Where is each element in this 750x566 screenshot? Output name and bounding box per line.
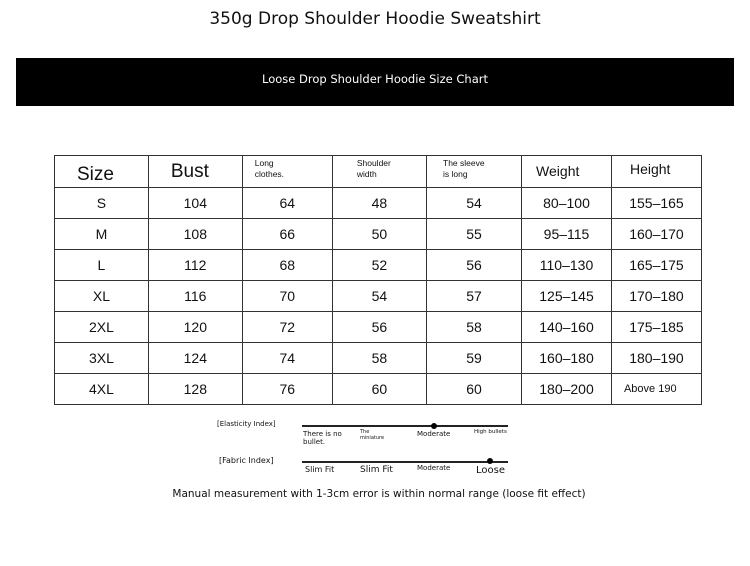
table-cell: M [55, 219, 149, 250]
measurement-note: Manual measurement with 1-3cm error is within normal range (loose fit effect) [172, 488, 586, 500]
table-cell: 110–130 [522, 250, 612, 281]
header-bust: Bust [148, 156, 242, 188]
table-cell: S [55, 188, 149, 219]
table-cell: 104 [148, 188, 242, 219]
elasticity-scale-line [302, 425, 508, 427]
table-cell: XL [55, 281, 149, 312]
table-cell: 175–185 [611, 312, 701, 343]
table-row [55, 188, 702, 219]
table-cell: 95–115 [522, 219, 612, 250]
fabric-scale-line [302, 461, 508, 463]
table-header-row [55, 156, 702, 188]
table-cell: 165–175 [611, 250, 701, 281]
table-cell: 3XL [55, 343, 149, 374]
table-cell: 60 [427, 374, 522, 405]
elasticity-option-4: High bullets [474, 429, 507, 435]
header-shoulder: Shoulder width [332, 156, 426, 188]
table-cell: 48 [332, 188, 426, 219]
table-cell: 120 [148, 312, 242, 343]
header-height: Height [611, 156, 701, 188]
table-cell: 60 [332, 374, 426, 405]
header-length: Long clothes. [242, 156, 332, 188]
table-cell: 66 [242, 219, 332, 250]
table-cell: 180–200 [522, 374, 612, 405]
fabric-option-2: Slim Fit [360, 465, 393, 475]
table-cell: 170–180 [611, 281, 701, 312]
table-row [55, 281, 702, 312]
table-cell: 74 [242, 343, 332, 374]
table-cell: 68 [242, 250, 332, 281]
table-cell: 76 [242, 374, 332, 405]
table-cell: 160–170 [611, 219, 701, 250]
table-cell: 54 [332, 281, 426, 312]
table-cell: 54 [427, 188, 522, 219]
table-row [55, 343, 702, 374]
table-cell: 116 [148, 281, 242, 312]
table-cell: 58 [427, 312, 522, 343]
table-cell: 140–160 [522, 312, 612, 343]
table-cell: 59 [427, 343, 522, 374]
table-cell: 124 [148, 343, 242, 374]
table-cell: 180–190 [611, 343, 701, 374]
table-cell: 112 [148, 250, 242, 281]
banner: Loose Drop Shoulder Hoodie Size Chart [16, 58, 734, 106]
table-cell: 108 [148, 219, 242, 250]
fabric-option-4: Loose [476, 465, 505, 476]
elasticity-index-label: [Elasticity Index] [217, 420, 276, 428]
table-cell: 70 [242, 281, 332, 312]
table-cell: 155–165 [611, 188, 701, 219]
table-row [55, 312, 702, 343]
table-cell: 56 [332, 312, 426, 343]
table-cell: 80–100 [522, 188, 612, 219]
table-cell: 52 [332, 250, 426, 281]
fabric-index-label: [Fabric Index] [219, 456, 274, 465]
table-cell: 55 [427, 219, 522, 250]
elasticity-option-2: The miniature [360, 429, 385, 441]
table-row [55, 374, 702, 405]
table-cell: 128 [148, 374, 242, 405]
fabric-option-1: Slim Fit [305, 465, 335, 474]
page-title: 350g Drop Shoulder Hoodie Sweatshirt [209, 9, 541, 29]
fabric-marker [487, 458, 493, 464]
size-chart-table [54, 155, 702, 405]
header-size: Size [55, 156, 149, 188]
table-cell: 58 [332, 343, 426, 374]
table-cell: 64 [242, 188, 332, 219]
table-row [55, 250, 702, 281]
elasticity-option-1: There is no bullet. [303, 430, 342, 446]
table-cell: 4XL [55, 374, 149, 405]
table-cell: L [55, 250, 149, 281]
table-cell: 72 [242, 312, 332, 343]
elasticity-marker [431, 423, 437, 429]
table-cell: 125–145 [522, 281, 612, 312]
table-cell: Above 190 [611, 374, 701, 405]
table-cell: 50 [332, 219, 426, 250]
table-cell: 2XL [55, 312, 149, 343]
table-cell: 56 [427, 250, 522, 281]
header-sleeve: The sleeve is long [427, 156, 522, 188]
elasticity-option-3: Moderate [417, 430, 451, 438]
table-row [55, 219, 702, 250]
fabric-option-3: Moderate [417, 464, 451, 472]
table-cell: 57 [427, 281, 522, 312]
table-cell: 160–180 [522, 343, 612, 374]
header-weight: Weight [522, 156, 612, 188]
